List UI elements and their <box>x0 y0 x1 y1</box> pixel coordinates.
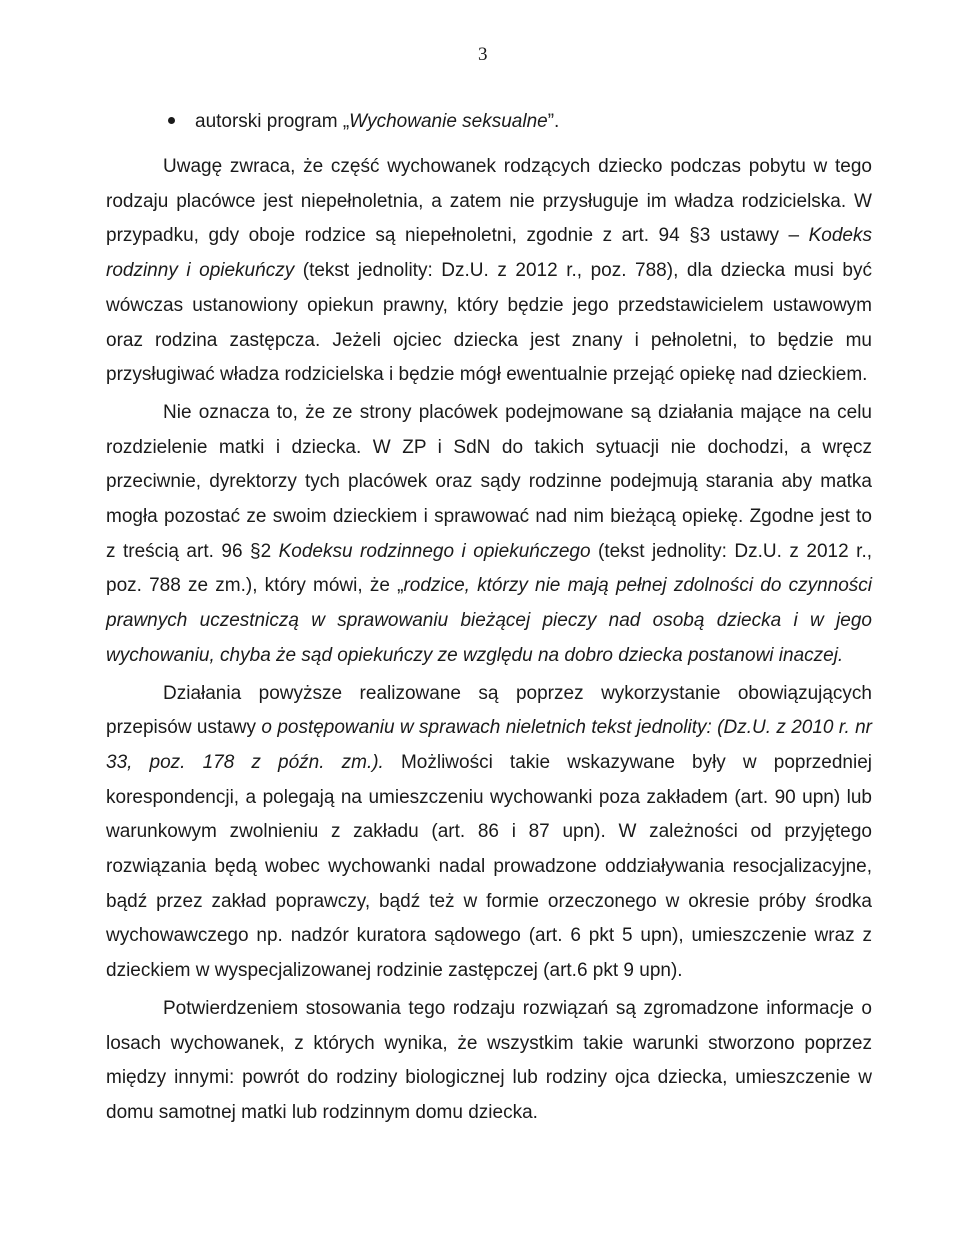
text-run: Działania powyższe realizowane są poprzez wykorzystanie obowiązujących przepisów ustawy <box>106 682 872 739</box>
italic-text: o postępowaniu w sprawach nieletnich tekst jednolity: (Dz.U. z 2010 r. nr 33, poz. 178 z późn. zm.). <box>106 717 872 773</box>
italic-text: Kodeksu rodzinnego i opiekuńczego <box>278 540 591 562</box>
text-run: Możliwości takie wskazywane były w poprzedniej korespondencji, a polegają na umieszczeniu wychowanki poza zakładem (art. 90 upn) lub warunkowym zwolnieniu z zakładu (art. 86 i 87 upn). W zależności od przyjętego rozwiązania będą wobec wychowanki nadal prowadzone oddziaływania resocjalizacyjne, bądź przez zakład poprawczy, bądź też w formie orzeczonego w okresie próby środka wychowawczego np. nadzór kuratora sądowego (art. 6 pkt 5 upn), umieszczenie wraz z dzieckiem w wyspecjalizowanej rodzinie zastępczej (art.6 pkt 9 upn). <box>106 751 872 982</box>
italic-text: Kodeks rodzinny i opiekuńczy <box>106 225 872 282</box>
bullet-suffix: ”. <box>547 111 560 132</box>
bullet-italic: Wychowanie seksualne <box>349 111 548 132</box>
text-run: (tekst jednolity: Dz.U. z 2012 r., poz. 788 ze zm.), który mówi, że „ <box>106 540 873 597</box>
text-run: (tekst jednolity: Dz.U. z 2012 r., poz. 788), dla dziecka musi być wówczas ustanowiony opiekun prawny, który będzie jego przedstawicielem ustawowym oraz rodzina zastępcza. Jeżeli ojciec dziecka jest znany i pełnoletni, to będzie mu przysługiwać władza rodzicielska i będzie mógł ewentualnie przejąć opiekę nad dzieckiem. <box>106 260 872 386</box>
bullet-dot-icon <box>168 117 175 124</box>
text-run: Potwierdzeniem stosowania tego rodzaju rozwiązań są zgromadzone informacje o losach wychowanek, z których wynika, że wszystkim takie warunki stworzono poprzez między innymi: powrót do rodziny biologicznej lub rodziny ojca dziecka, umieszczenie w domu samotnej matki lub rodzinnym domu dziecka. <box>106 997 872 1123</box>
paragraph <box>106 396 872 674</box>
text-run: Nie oznacza to, że ze strony placówek podejmowane są działania mające na celu rozdzielenie matki i dziecka. W ZP i SdN do takich sytuacji nie dochodzi, a wręcz przeciwnie, dyrektorzy tych placówek oraz sądy rodzinne podejmują starania aby matka mogła pozostać ze swoim dzieckiem i sprawować nad nim bieżącą opiekę. Zgodne jest to z treścią art. 96 §2 <box>106 401 872 562</box>
bullet-prefix: autorski program „ <box>195 111 350 132</box>
paragraph <box>106 677 872 989</box>
page-number: 3 <box>478 44 488 65</box>
paragraph <box>106 992 872 1131</box>
italic-text: rodzice, którzy nie mają pełnej zdolności do czynności prawnych uczestniczą w sprawowaniu bieżącej pieczy nad osobą dziecka i w jego wychowaniu, chyba że sąd opiekuńczy ze względu na dobro dziecka postanowi inaczej. <box>106 575 873 666</box>
bullet-item <box>168 105 559 139</box>
text-run: Uwagę zwraca, że część wychowanek rodzących dziecko podczas pobytu w tego rodzaju placówce jest niepełnoletnia, a zatem nie przysługuje im władza rodzicielska. W przypadku, gdy oboje rodzice są niepełnoletni, zgodnie z art. 94 §3 ustawy – <box>106 156 872 247</box>
paragraph <box>106 150 872 393</box>
body-text <box>106 150 872 1133</box>
